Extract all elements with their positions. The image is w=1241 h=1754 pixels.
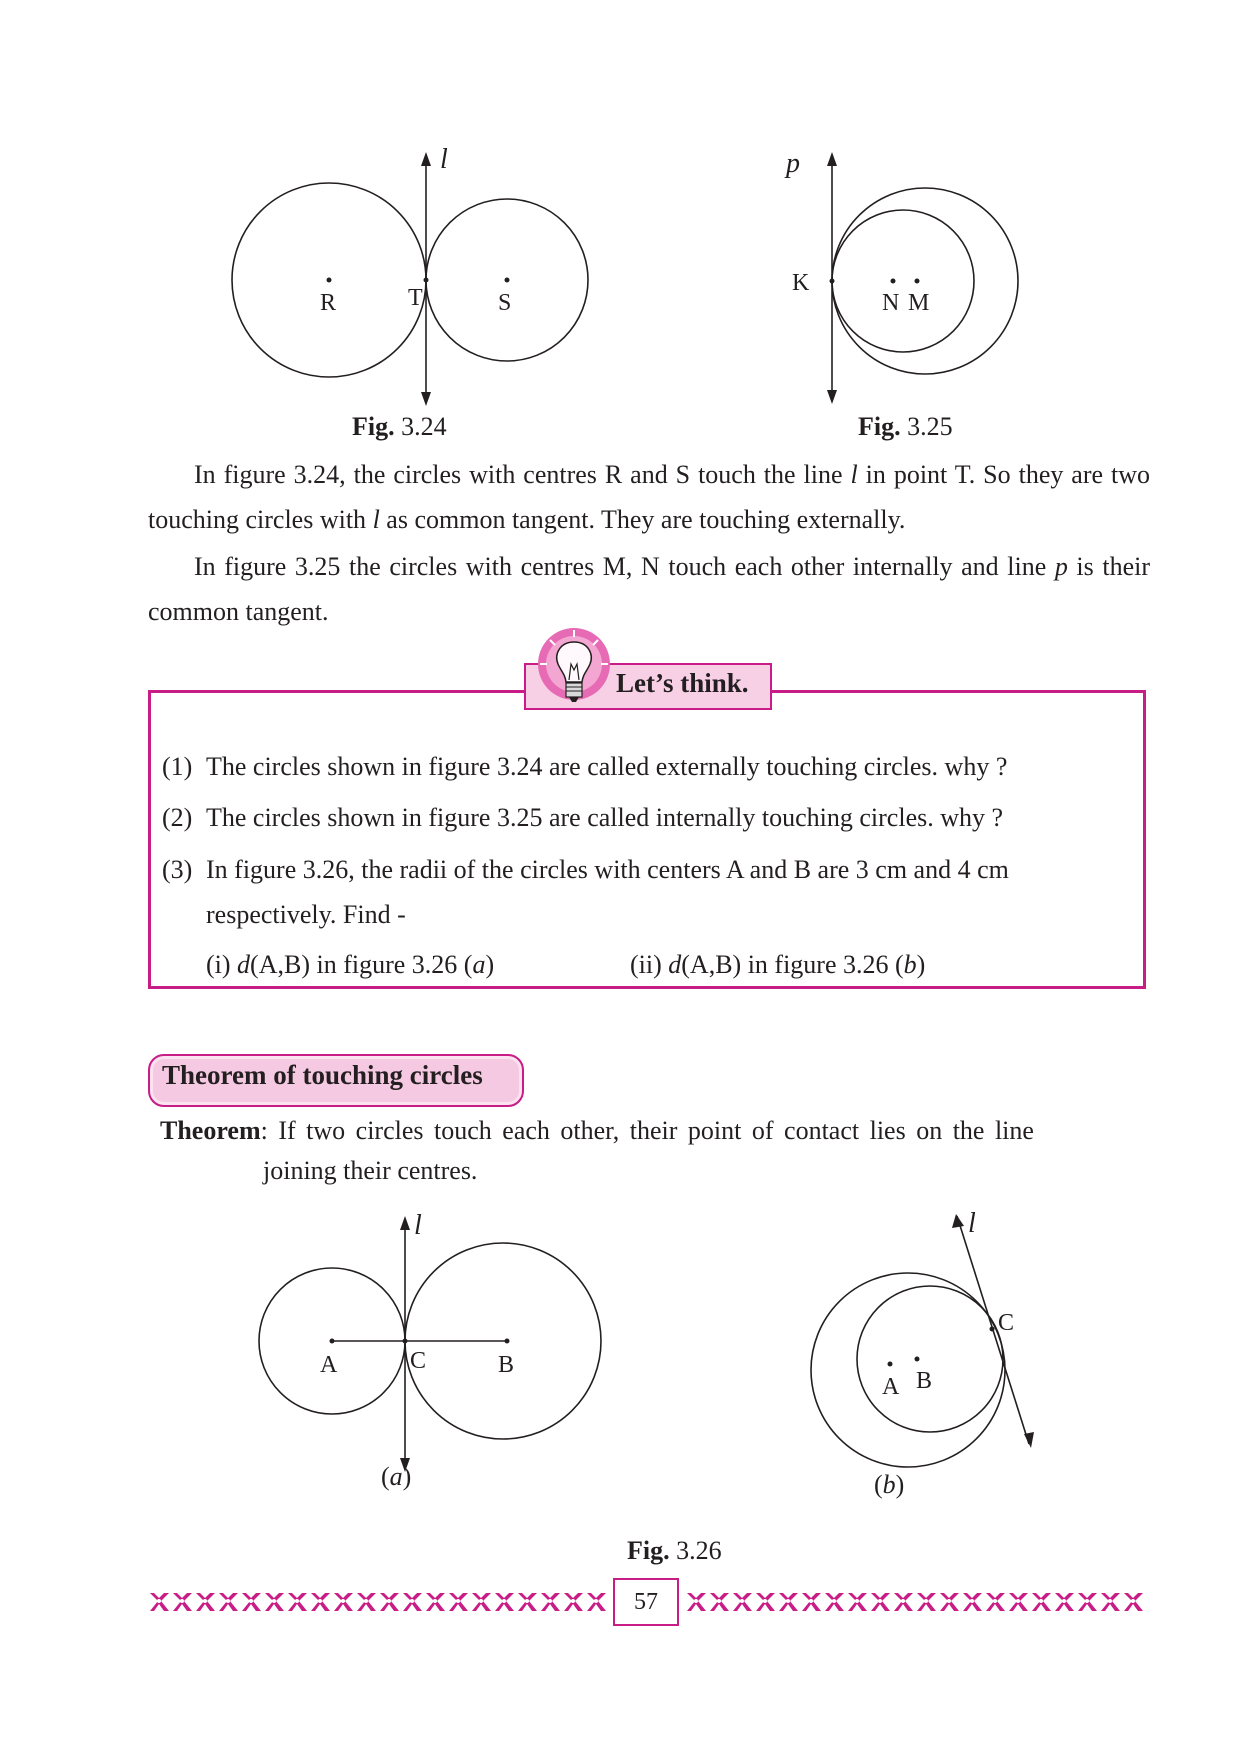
label-A: A [320,1352,338,1378]
paragraph-fig-3-24: In figure 3.24, the circles with centres R and S touch the line l in point T. So they are two touching circles with l as common tangent. They are touching externally. [148,460,1151,534]
question-3: (3) In figure 3.26, the radii of the circles with centers A and B are 3 cm and 4 cm [162,855,1009,884]
figure-3-25 [770,140,1050,410]
caption-fig-3-25: Fig. 3.25 [858,412,953,441]
label-C: C [998,1310,1015,1336]
question-2: (2) The circles shown in figure 3.25 are called internally touching circles. why ? [162,803,1004,832]
label-l: l [440,144,448,175]
label-M: M [908,290,930,316]
question-3-part-i: (i) d(A,B) in figure 3.26 (a) [206,950,495,979]
figure-3-26-a [250,1204,630,1504]
label-R: R [320,290,337,316]
page-number: 57 [613,1578,679,1626]
circle-m [832,188,1018,374]
figure-3-24 [200,140,600,410]
footer-ornament-left [148,1589,608,1615]
question-3-continued: respectively. Find - [206,900,406,929]
section-heading: Theorem of touching circles [162,1060,483,1090]
theorem-statement-continued: joining their centres. [263,1156,478,1185]
figure-3-26-b [780,1204,1080,1504]
label-p: p [786,148,800,179]
label-l: l [414,1210,422,1241]
label-A: A [882,1374,900,1400]
lightbulb-icon [536,624,614,714]
caption-fig-3-24: Fig. 3.24 [352,412,447,441]
label-K: K [792,270,810,296]
lets-think-box [148,690,1146,989]
circle-b-inner [857,1286,1003,1432]
theorem-statement: Theorem: If two circles touch each other, their point of contact lies on the line [160,1116,1034,1145]
label-l: l [968,1208,976,1239]
caption-fig-3-26: Fig. 3.26 [627,1536,722,1565]
question-3-part-ii: (ii) d(A,B) in figure 3.26 (b) [630,950,926,979]
label-S: S [498,290,512,316]
label-N: N [882,290,900,316]
paragraph-fig-3-25: In figure 3.25 the circles with centres M, N touch each other internally and line p is their common tangent. [148,552,1150,626]
lets-think-title: Let’s think. [616,668,749,698]
subcaption-a: (a) [381,1462,412,1491]
label-B: B [916,1368,933,1394]
label-T: T [408,285,423,311]
label-C: C [410,1348,427,1374]
footer-ornament-right [685,1589,1145,1615]
circle-n [832,210,974,352]
subcaption-b: (b) [874,1470,905,1499]
theorem-label: Theorem [160,1116,261,1145]
label-B: B [498,1352,515,1378]
question-1: (1) The circles shown in figure 3.24 are called externally touching circles. why ? [162,752,1008,781]
